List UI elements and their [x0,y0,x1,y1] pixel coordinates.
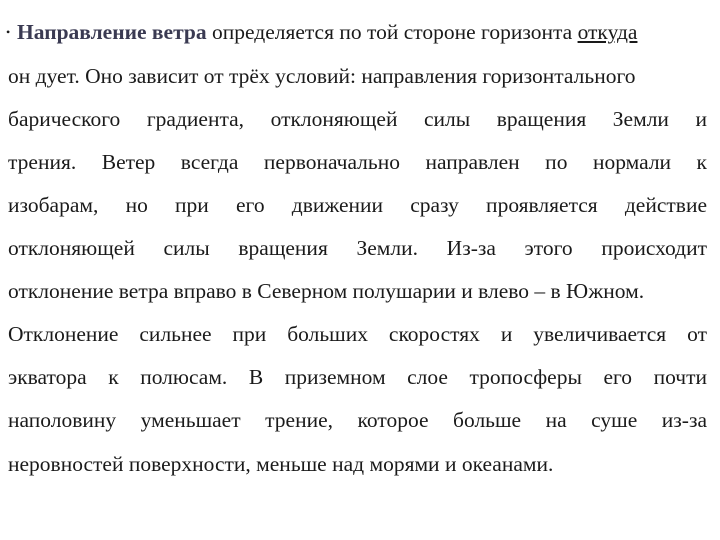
bullet-icon: • [6,25,11,39]
paragraph-line-3: барического градиента, отклоняющей силы вращения Земли и [8,107,707,131]
paragraph-line-5: изобарам, но при его движении сразу проявляется действие [8,193,707,217]
paragraph-line-4: трения. Ветер всегда первоначально направлен по нормали к [8,150,707,174]
paragraph-line-6: отклоняющей силы вращения Земли. Из-за этого происходит [8,236,707,260]
paragraph-line-9: экватора к полюсам. В приземном слое тропосферы его почти [8,365,707,389]
term-wind-direction: Направление ветра [17,20,207,44]
paragraph-line-7: отклонение ветра вправо в Северном полушарии и влево – в Южном. [8,279,645,303]
paragraph-line-2: он дует. Оно зависит от трёх условий: направления горизонтального [8,64,636,88]
paragraph-line-1 [6,18,707,46]
paragraph-line-11: неровностей поверхности, меньше над морями и океанами. [8,452,554,476]
paragraph-line-8: Отклонение сильнее при больших скоростях и увеличивается от [8,322,707,346]
line1-text: определяется по той стороне горизонта [206,20,578,44]
underlined-word: откуда [577,20,638,44]
paragraph-line-10: наполовину уменьшает трение, которое больше на суше из-за [8,408,707,432]
